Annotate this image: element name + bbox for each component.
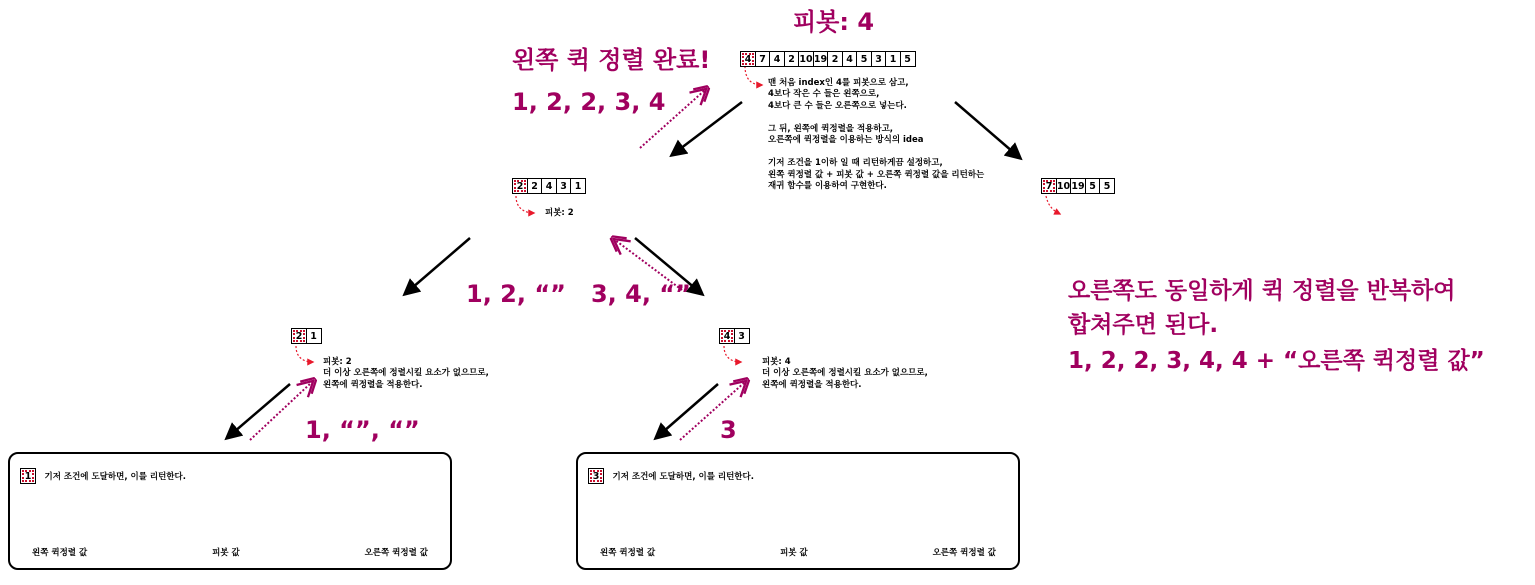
base-value-cell: 1 <box>20 468 36 484</box>
left-done-result: 1, 2, 2, 3, 4 <box>512 88 666 116</box>
array-cell: 4 <box>541 178 557 194</box>
base-value-cell: 3 <box>588 468 604 484</box>
array-cell-pivot: 2 <box>291 328 307 344</box>
array-cell: 2 <box>827 51 843 67</box>
array-cell: 10 <box>798 51 814 67</box>
label-right-quicksort: 오른쪽 퀵정렬 값 <box>364 548 428 558</box>
right-array <box>1041 178 1114 194</box>
label-pivot: 피봇 값 <box>780 548 808 558</box>
array-cell: 5 <box>1099 178 1115 194</box>
array-cell: 1 <box>306 328 322 344</box>
array-cell: 5 <box>856 51 872 67</box>
array-cell: 3 <box>556 178 572 194</box>
array-cell: 10 <box>1056 178 1072 194</box>
label-pivot: 피봇 값 <box>212 548 240 558</box>
array-cell: 19 <box>1070 178 1086 194</box>
left-pivot-label: 피봇: 2 <box>545 208 574 218</box>
base-case-text: 기저 조건에 도달하면, 이를 리턴한다. <box>44 472 186 482</box>
pivot-pointer-right <box>1046 196 1060 214</box>
ll-result: 1, “”, “” <box>305 416 420 444</box>
pivot-pointer-ll <box>296 346 313 362</box>
ll-array <box>291 328 320 344</box>
mid-result: 1, 2, “” 3, 4, “” <box>466 280 691 308</box>
array-cell: 3 <box>871 51 887 67</box>
arrow-lr-to-base <box>656 384 718 438</box>
label-left-quicksort: 왼쪽 퀵정렬 값 <box>600 548 656 558</box>
array-cell: 4 <box>769 51 785 67</box>
lr-text: 피봇: 4 더 이상 오른쪽에 정렬시킬 요소가 없으므로, 왼쪽에 퀵정렬을 적용한다. <box>762 357 928 390</box>
arrow-ll-to-base <box>227 384 290 438</box>
array-cell: 1 <box>885 51 901 67</box>
label-right-quicksort: 오른쪽 퀵정렬 값 <box>932 548 996 558</box>
lr-array <box>719 328 748 344</box>
base-case-box-right <box>576 452 1020 570</box>
root-explanation: 맨 처음 index인 4를 피봇으로 삼고, 4보다 작은 수 들은 왼쪽으로, 4보다 큰 수 들은 오른쪽으로 넣는다. 그 뒤, 왼쪽에 퀵정렬을 적용하고, 오른쪽에 퀵정렬을 이용하는 방식의 idea 기저 조건을 1이하 일 때 리턴하게끔 설정하고, 왼쪽 퀵정렬 값 + 피봇 값 + 오른쪽 퀵정렬 값을 리턴하는 재귀 함수를 이용하여 구현한다. <box>768 78 985 192</box>
root-pivot-label: 피봇: 4 <box>793 8 875 36</box>
array-cell-pivot: 2 <box>512 178 528 194</box>
array-cell: 3 <box>734 328 750 344</box>
lr-result: 3 <box>720 416 737 444</box>
pivot-pointer-left <box>516 196 534 213</box>
array-cell: 5 <box>1085 178 1101 194</box>
array-cell: 5 <box>900 51 916 67</box>
array-cell: 2 <box>784 51 800 67</box>
right-note-line3: 1, 2, 2, 3, 4, 4 + “오른쪽 퀵정렬 값” <box>1068 348 1485 374</box>
pivot-pointer-root <box>745 66 762 85</box>
array-cell: 1 <box>570 178 586 194</box>
root-array <box>740 51 914 67</box>
array-cell: 19 <box>813 51 829 67</box>
base-case-box-left <box>8 452 452 570</box>
base-case-text: 기저 조건에 도달하면, 이를 리턴한다. <box>612 472 754 482</box>
right-note-line2: 합쳐주면 된다. <box>1068 312 1219 338</box>
array-cell: 7 <box>755 51 771 67</box>
arrow-left-to-ll <box>405 238 470 294</box>
array-cell-pivot: 7 <box>1041 178 1057 194</box>
array-cell-pivot: 4 <box>719 328 735 344</box>
pivot-pointer-lr <box>724 346 741 362</box>
label-left-quicksort: 왼쪽 퀵정렬 값 <box>32 548 88 558</box>
ll-text: 피봇: 2 더 이상 오른쪽에 정렬시킬 요소가 없으므로, 왼쪽에 퀵정렬을 적용한다. <box>323 357 489 390</box>
left-array <box>512 178 585 194</box>
right-note-line1: 오른쪽도 동일하게 퀵 정렬을 반복하여 <box>1068 278 1456 304</box>
array-cell: 4 <box>842 51 858 67</box>
array-cell-pivot: 4 <box>740 51 756 67</box>
array-cell: 2 <box>527 178 543 194</box>
left-done-title: 왼쪽 퀵 정렬 완료! <box>512 46 711 74</box>
